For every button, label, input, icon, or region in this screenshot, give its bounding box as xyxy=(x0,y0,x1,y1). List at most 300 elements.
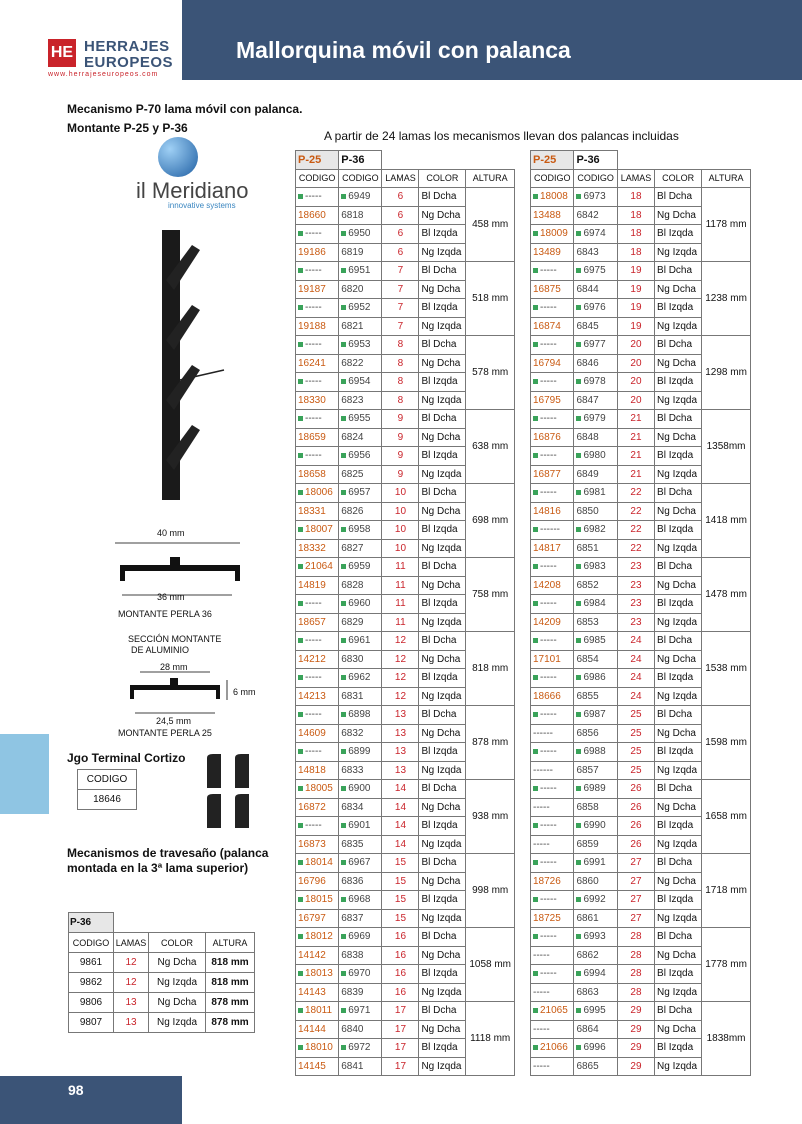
code-p36 xyxy=(574,354,617,373)
code-p25-text: 21064 xyxy=(305,561,333,573)
code-p25 xyxy=(531,669,574,688)
color-cell: Bl Izqda xyxy=(655,669,702,688)
code-p25 xyxy=(531,521,574,540)
header-blank xyxy=(617,151,750,170)
code-p25-text: 21065 xyxy=(540,1005,568,1017)
color-cell: Ng Dcha xyxy=(655,206,702,225)
header-p36: P-36 xyxy=(339,151,382,170)
color-square-icon xyxy=(341,712,346,717)
lamas-cell: 10 xyxy=(382,539,419,558)
table-row xyxy=(531,336,751,355)
color-square-icon xyxy=(298,490,303,495)
lamas-cell: 20 xyxy=(617,354,654,373)
trav-color: Ng Dcha xyxy=(149,953,206,973)
color-square-icon xyxy=(341,1045,346,1050)
code-p36 xyxy=(339,317,382,336)
trav-code: 9807 xyxy=(69,1013,114,1033)
code-p25 xyxy=(531,262,574,281)
altura-cell: 1238 mm xyxy=(702,262,751,336)
terminal-icon xyxy=(205,752,261,832)
code-p36-text: 6978 xyxy=(583,376,606,388)
color-square-icon xyxy=(341,490,346,495)
trav-altura: 878 mm xyxy=(206,1013,255,1033)
code-p25 xyxy=(531,854,574,873)
lamas-cell: 28 xyxy=(617,946,654,965)
lamas-cell: 28 xyxy=(617,965,654,984)
color-square-icon xyxy=(533,564,538,569)
code-p36 xyxy=(339,928,382,947)
code-p36 xyxy=(339,706,382,725)
code-p36 xyxy=(574,576,617,595)
code-p25 xyxy=(296,928,339,947)
color-cell: Bl Dcha xyxy=(655,854,702,873)
lamas-cell: 18 xyxy=(617,243,654,262)
code-p25-text: ----- xyxy=(540,857,557,869)
code-p25 xyxy=(296,521,339,540)
code-p36-text: 6985 xyxy=(583,635,606,647)
code-p25-text: ----- xyxy=(533,949,550,961)
color-square-icon xyxy=(341,786,346,791)
trav-header-p36: P-36 xyxy=(69,913,114,933)
code-p36 xyxy=(339,761,382,780)
color-cell: Ng Dcha xyxy=(655,1020,702,1039)
code-p36 xyxy=(339,225,382,244)
lamas-cell: 22 xyxy=(617,484,654,503)
color-square-icon xyxy=(298,712,303,717)
code-p25-text: 14142 xyxy=(298,949,326,961)
code-p36 xyxy=(339,558,382,577)
code-p36 xyxy=(339,724,382,743)
code-p36 xyxy=(574,761,617,780)
code-p36-text: 6831 xyxy=(341,690,364,702)
code-p36-text: 6858 xyxy=(576,801,599,813)
dim-36: 36 mm xyxy=(157,592,185,602)
lamas-cell: 27 xyxy=(617,854,654,873)
code-p36 xyxy=(574,798,617,817)
column-header: LAMAS xyxy=(617,169,654,188)
code-p25 xyxy=(531,225,574,244)
color-square-icon xyxy=(341,823,346,828)
color-cell: Bl Izqda xyxy=(655,225,702,244)
left-table xyxy=(295,150,515,1076)
color-cell: Bl Izqda xyxy=(419,965,466,984)
color-square-icon xyxy=(533,453,538,458)
code-p36 xyxy=(339,595,382,614)
code-p36-text: 6899 xyxy=(348,746,371,758)
color-square-icon xyxy=(576,897,581,902)
subtitle-montante: Montante P-25 y P-36 xyxy=(67,121,188,135)
code-p25-text: ----- xyxy=(540,487,557,499)
table-row xyxy=(531,632,751,651)
trav-code: 9862 xyxy=(69,973,114,993)
lamas-cell: 16 xyxy=(382,965,419,984)
side-tab xyxy=(0,734,49,814)
color-square-icon xyxy=(533,601,538,606)
code-p36 xyxy=(339,280,382,299)
altura-cell: 818 mm xyxy=(466,632,515,706)
table-row xyxy=(531,706,751,725)
code-p36-text: 6832 xyxy=(341,727,364,739)
code-p25 xyxy=(296,1002,339,1021)
code-p36-text: 6822 xyxy=(341,357,364,369)
code-p25 xyxy=(296,706,339,725)
color-cell: Ng Dcha xyxy=(419,1020,466,1039)
code-p25-text: 14208 xyxy=(533,579,561,591)
code-p25-text: 18013 xyxy=(305,968,333,980)
lamas-cell: 22 xyxy=(617,502,654,521)
code-p25-text: 19187 xyxy=(298,283,326,295)
dim-24-label: MONTANTE PERLA 25 xyxy=(118,728,212,738)
code-p25-text: ----- xyxy=(540,413,557,425)
lamas-cell: 12 xyxy=(382,650,419,669)
code-p25-text: 16794 xyxy=(533,357,561,369)
code-p25-text: 16875 xyxy=(533,283,561,295)
color-cell: Bl Dcha xyxy=(419,410,466,429)
code-p25 xyxy=(296,650,339,669)
color-cell: Bl Izqda xyxy=(655,447,702,466)
column-header: CODIGO xyxy=(574,169,617,188)
code-p36-text: 6957 xyxy=(348,487,371,499)
color-square-icon xyxy=(533,305,538,310)
trav-color: Ng Izqda xyxy=(149,1013,206,1033)
color-square-icon xyxy=(576,564,581,569)
trav-table xyxy=(68,912,255,1033)
code-p25 xyxy=(296,280,339,299)
code-p25 xyxy=(296,669,339,688)
right-table xyxy=(530,150,751,1076)
code-p25-text: 14816 xyxy=(533,505,561,517)
code-p36 xyxy=(574,613,617,632)
code-p36 xyxy=(574,262,617,281)
code-p25-text: ----- xyxy=(305,450,322,462)
color-cell: Bl Dcha xyxy=(655,410,702,429)
code-p36-text: 6980 xyxy=(583,450,606,462)
code-p25 xyxy=(531,928,574,947)
code-p36 xyxy=(339,354,382,373)
color-cell: Bl Izqda xyxy=(655,1039,702,1058)
code-p25 xyxy=(296,632,339,651)
lamas-cell: 21 xyxy=(617,410,654,429)
lamas-cell: 22 xyxy=(617,521,654,540)
color-square-icon xyxy=(341,527,346,532)
code-p25 xyxy=(296,188,339,207)
lamas-cell: 17 xyxy=(382,1039,419,1058)
color-cell: Bl Izqda xyxy=(419,373,466,392)
code-p25 xyxy=(296,262,339,281)
code-p36-text: 6959 xyxy=(348,561,371,573)
table-row xyxy=(531,262,751,281)
altura-cell: 1718 mm xyxy=(702,854,751,928)
code-p25 xyxy=(296,817,339,836)
lamas-cell: 13 xyxy=(382,706,419,725)
lamas-cell: 21 xyxy=(617,465,654,484)
code-p36-text: 6901 xyxy=(348,820,371,832)
code-p25-text: 16877 xyxy=(533,468,561,480)
code-p36-text: 6958 xyxy=(348,524,371,536)
color-cell: Ng Izqda xyxy=(655,465,702,484)
code-p36-text: 6835 xyxy=(341,838,364,850)
dim-36-label: MONTANTE PERLA 36 xyxy=(118,609,212,619)
color-cell: Ng Izqda xyxy=(655,391,702,410)
column-header: CODIGO xyxy=(339,169,382,188)
color-square-icon xyxy=(533,712,538,717)
subtitle-mechanism: Mecanismo P-70 lama móvil con palanca. xyxy=(67,102,303,116)
trav-title: Mecanismos de travesaño (palanca montada en la 3ª lama superior) xyxy=(67,846,269,875)
code-p36 xyxy=(574,1020,617,1039)
color-square-icon xyxy=(576,860,581,865)
code-p36 xyxy=(574,743,617,762)
code-p36 xyxy=(339,613,382,632)
code-p36-text: 6992 xyxy=(583,894,606,906)
trav-lamas: 12 xyxy=(114,953,149,973)
color-cell: Bl Dcha xyxy=(655,336,702,355)
code-p25-text: ----- xyxy=(305,672,322,684)
code-p36 xyxy=(574,650,617,669)
color-cell: Ng Izqda xyxy=(655,761,702,780)
code-p25 xyxy=(531,613,574,632)
lamas-cell: 26 xyxy=(617,817,654,836)
code-p25 xyxy=(296,983,339,1002)
code-p25 xyxy=(296,373,339,392)
code-p36 xyxy=(574,465,617,484)
code-p36 xyxy=(339,835,382,854)
color-square-icon xyxy=(298,897,303,902)
code-p25-text: 18657 xyxy=(298,616,326,628)
code-p25-text: ----- xyxy=(305,376,322,388)
color-cell: Ng Dcha xyxy=(655,280,702,299)
color-cell: Bl Izqda xyxy=(419,743,466,762)
code-p25 xyxy=(296,835,339,854)
table-row xyxy=(531,854,751,873)
color-cell: Ng Dcha xyxy=(655,724,702,743)
code-p36-text: 6851 xyxy=(576,542,599,554)
code-p25 xyxy=(531,447,574,466)
footer-bar xyxy=(0,1076,182,1124)
color-cell: Ng Izqda xyxy=(655,687,702,706)
trav-lamas: 12 xyxy=(114,973,149,993)
page-number: 98 xyxy=(68,1082,84,1098)
lamas-cell: 19 xyxy=(617,280,654,299)
section-label-1: SECCIÓN MONTANTE xyxy=(128,634,222,644)
color-square-icon xyxy=(533,823,538,828)
color-cell: Ng Izqda xyxy=(419,687,466,706)
lamas-cell: 10 xyxy=(382,484,419,503)
color-cell: Ng Dcha xyxy=(419,946,466,965)
table-row xyxy=(296,558,515,577)
code-p25-text: 18015 xyxy=(305,894,333,906)
code-p36 xyxy=(339,780,382,799)
color-cell: Bl Dcha xyxy=(655,484,702,503)
code-p25 xyxy=(531,632,574,651)
code-p36 xyxy=(574,687,617,706)
trav-color: Ng Dcha xyxy=(149,993,206,1013)
dim-6: 6 mm xyxy=(233,687,256,697)
color-cell: Bl Dcha xyxy=(419,188,466,207)
altura-cell: 1478 mm xyxy=(702,558,751,632)
table-row xyxy=(531,188,751,207)
color-square-icon xyxy=(576,1045,581,1050)
color-cell: Ng Izqda xyxy=(655,983,702,1002)
lamas-cell: 18 xyxy=(617,188,654,207)
lamas-cell: 8 xyxy=(382,391,419,410)
code-p25 xyxy=(531,188,574,207)
trav-altura: 878 mm xyxy=(206,993,255,1013)
lamas-cell: 6 xyxy=(382,206,419,225)
lamas-cell: 11 xyxy=(382,558,419,577)
code-p25 xyxy=(531,835,574,854)
color-square-icon xyxy=(341,897,346,902)
color-square-icon xyxy=(576,527,581,532)
table-row xyxy=(296,262,515,281)
code-p36-text: 6854 xyxy=(576,653,599,665)
trav-code: 9861 xyxy=(69,953,114,973)
code-p36-text: 6990 xyxy=(583,820,606,832)
color-square-icon xyxy=(341,379,346,384)
code-p36-text: 6856 xyxy=(576,727,599,739)
code-p25-text: ----- xyxy=(540,339,557,351)
code-p36 xyxy=(339,854,382,873)
lamas-cell: 9 xyxy=(382,447,419,466)
lamas-cell: 7 xyxy=(382,299,419,318)
code-p25-text: ----- xyxy=(540,376,557,388)
lamas-cell: 16 xyxy=(382,983,419,1002)
code-p25 xyxy=(296,909,339,928)
header-p25: P-25 xyxy=(296,151,339,170)
altura-cell: 638 mm xyxy=(466,410,515,484)
header-blank xyxy=(382,151,515,170)
table-row xyxy=(296,410,515,429)
color-square-icon xyxy=(533,786,538,791)
color-square-icon xyxy=(533,749,538,754)
code-p36-text: 6829 xyxy=(341,616,364,628)
lamas-cell: 18 xyxy=(617,225,654,244)
color-cell: Ng Dcha xyxy=(655,872,702,891)
color-square-icon xyxy=(576,1008,581,1013)
code-p25-text: 14212 xyxy=(298,653,326,665)
color-cell: Bl Izqda xyxy=(655,743,702,762)
color-cell: Bl Dcha xyxy=(655,262,702,281)
lamas-cell: 16 xyxy=(382,928,419,947)
table-row xyxy=(296,484,515,503)
code-p25 xyxy=(531,243,574,262)
code-p36 xyxy=(339,336,382,355)
trav-column-header: LAMAS xyxy=(114,933,149,953)
code-p36-text: 6849 xyxy=(576,468,599,480)
color-square-icon xyxy=(341,860,346,865)
code-p25 xyxy=(531,558,574,577)
code-p25 xyxy=(531,410,574,429)
color-square-icon xyxy=(576,749,581,754)
color-square-icon xyxy=(341,675,346,680)
code-p36 xyxy=(574,225,617,244)
code-p25 xyxy=(531,595,574,614)
lamas-cell: 9 xyxy=(382,428,419,447)
code-p36 xyxy=(574,835,617,854)
lamas-cell: 6 xyxy=(382,225,419,244)
table-row xyxy=(296,336,515,355)
code-p36-text: 6993 xyxy=(583,931,606,943)
color-square-icon xyxy=(576,194,581,199)
code-p25-text: 16874 xyxy=(533,320,561,332)
code-p36 xyxy=(574,928,617,947)
trav-altura: 818 mm xyxy=(206,953,255,973)
code-p25-text: ----- xyxy=(540,598,557,610)
code-p36 xyxy=(574,946,617,965)
code-p25 xyxy=(531,299,574,318)
code-p25-text: ----- xyxy=(305,191,322,203)
code-p25-text: 21066 xyxy=(540,1042,568,1054)
code-p36-text: 6951 xyxy=(348,265,371,277)
color-square-icon xyxy=(298,786,303,791)
code-p36-text: 6863 xyxy=(576,986,599,998)
code-p25-text: ----- xyxy=(305,413,322,425)
altura-cell: 578 mm xyxy=(466,336,515,410)
code-p25-text: 18330 xyxy=(298,394,326,406)
logo-line1: HERRAJES xyxy=(84,38,170,55)
lamas-cell: 23 xyxy=(617,613,654,632)
code-p25 xyxy=(531,817,574,836)
brand-tag: innovative systems xyxy=(168,201,236,210)
code-p25 xyxy=(296,576,339,595)
color-cell: Bl Dcha xyxy=(655,1002,702,1021)
lamas-cell: 19 xyxy=(617,262,654,281)
code-p36-text: 6836 xyxy=(341,875,364,887)
code-p36-text: 6979 xyxy=(583,413,606,425)
table-row xyxy=(296,1002,515,1021)
code-p25-text: 18007 xyxy=(305,524,333,536)
logo-icon: HE xyxy=(48,39,76,67)
color-square-icon xyxy=(533,675,538,680)
code-p36 xyxy=(574,965,617,984)
color-square-icon xyxy=(533,897,538,902)
color-cell: Bl Dcha xyxy=(655,706,702,725)
code-p36-text: 6950 xyxy=(348,228,371,240)
color-square-icon xyxy=(298,231,303,236)
code-p25 xyxy=(296,410,339,429)
color-cell: Ng Izqda xyxy=(419,909,466,928)
code-p25-text: 17101 xyxy=(533,653,561,665)
color-square-icon xyxy=(341,231,346,236)
color-cell: Bl Dcha xyxy=(419,854,466,873)
color-square-icon xyxy=(576,675,581,680)
code-p25 xyxy=(531,946,574,965)
code-p25-text: ----- xyxy=(533,801,550,813)
lamas-cell: 11 xyxy=(382,576,419,595)
color-square-icon xyxy=(298,416,303,421)
code-p36 xyxy=(339,965,382,984)
code-p36-text: 6834 xyxy=(341,801,364,813)
code-p25 xyxy=(531,724,574,743)
code-p36 xyxy=(339,687,382,706)
lamas-cell: 6 xyxy=(382,188,419,207)
color-square-icon xyxy=(341,971,346,976)
lamas-cell: 28 xyxy=(617,983,654,1002)
color-square-icon xyxy=(298,675,303,680)
lamas-cell: 24 xyxy=(617,632,654,651)
color-cell: Ng Dcha xyxy=(419,280,466,299)
lamas-cell: 14 xyxy=(382,835,419,854)
code-p25-text: 18658 xyxy=(298,468,326,480)
code-p36 xyxy=(339,817,382,836)
color-square-icon xyxy=(533,860,538,865)
code-p36 xyxy=(574,299,617,318)
color-cell: Bl Dcha xyxy=(419,1002,466,1021)
code-p25-text: 14145 xyxy=(298,1060,326,1072)
code-p36-text: 6988 xyxy=(583,746,606,758)
code-p36-text: 6860 xyxy=(576,875,599,887)
color-square-icon xyxy=(576,638,581,643)
lamas-cell: 16 xyxy=(382,946,419,965)
